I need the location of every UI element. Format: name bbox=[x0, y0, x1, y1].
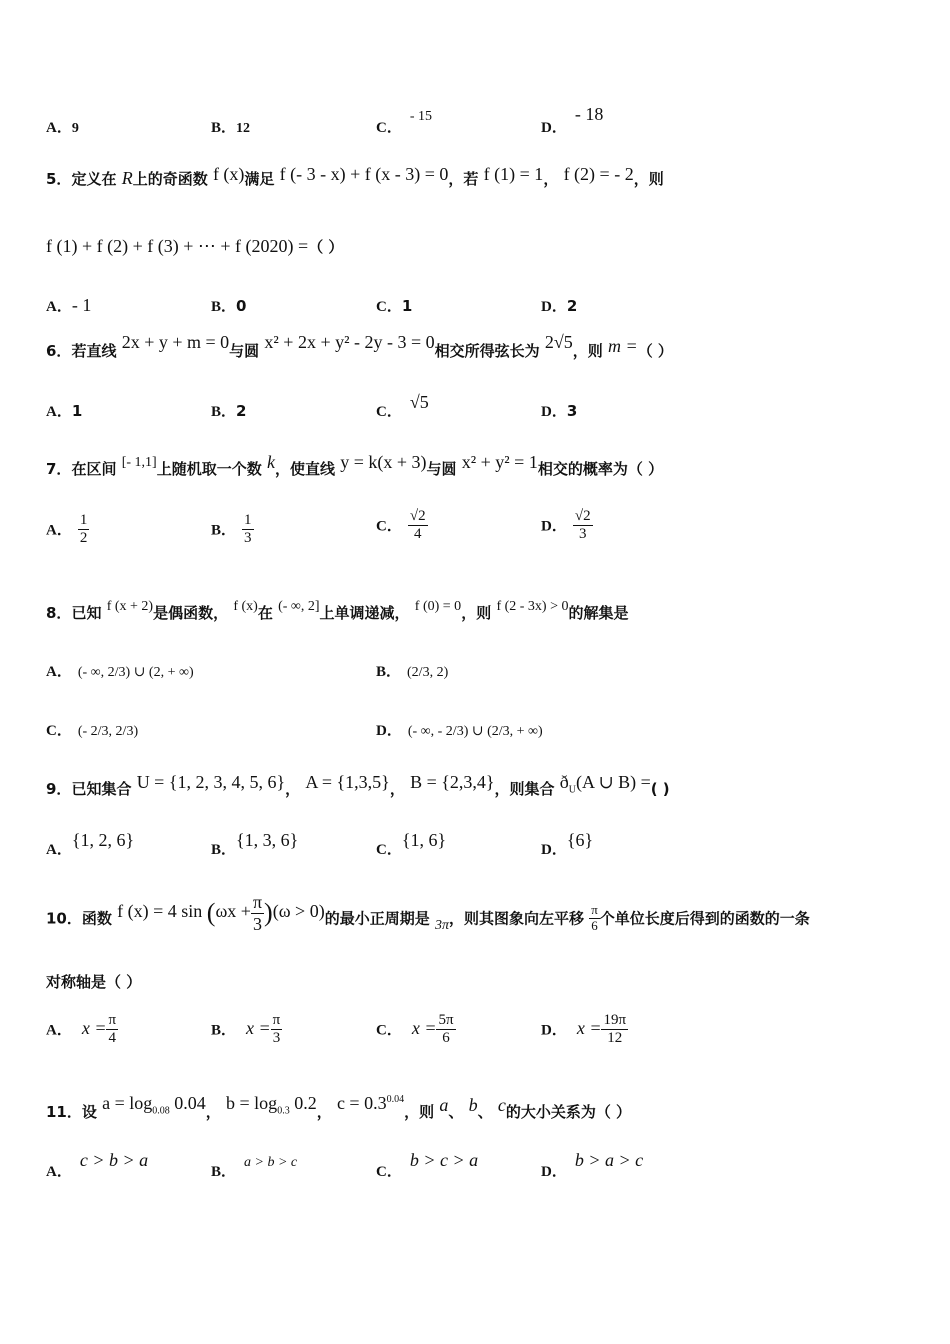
option-a: A．{1, 2, 6} bbox=[46, 830, 135, 858]
question-5: 5．定义在 R上的奇函数 f (x)满足 f (- 3 - x) + f (x - 3) = 0，若 f (1) = 1， f (2) = - 2，则 bbox=[46, 164, 664, 188]
option-d: D．3 bbox=[541, 402, 578, 420]
option-c: C． √5 bbox=[376, 392, 429, 420]
option-b: B．12 bbox=[211, 120, 251, 136]
option-a: A．- 1 bbox=[46, 295, 92, 315]
fraction: $\frac{19\pi}{12}$ bbox=[603, 1012, 627, 1047]
question-5-sum: f (1) + f (2) + f (3) + ⋯ + f (2020) =（ ） bbox=[46, 236, 344, 256]
option-c: C．{1, 6} bbox=[376, 830, 447, 858]
question-6: 6．若直线 2x + y + m = 0与圆 x² + 2x + y² - 2y - 3 = 0相交所得弦长为 2√5，则 m =（ ） bbox=[46, 332, 673, 360]
option-b: B． x = $\frac{\pi}{3}$ bbox=[211, 1012, 281, 1047]
fraction: $\frac{1}{2}$ bbox=[79, 512, 88, 547]
option-d: D．{6} bbox=[541, 830, 594, 858]
option-c: C．1 bbox=[376, 297, 413, 315]
option-b: B．0 bbox=[211, 297, 247, 315]
option-b: B． (2/3, 2) bbox=[376, 664, 449, 680]
option-b: B． $\frac{1}{3}$ bbox=[211, 512, 252, 547]
question-8: 8．已知 f (x + 2)是偶函数， f (x)在 (- ∞, 2]上单调递减， f (0) = 0，则 f (2 - 3x) > 0的解集是 bbox=[46, 599, 629, 622]
option-c: C．- 15 bbox=[376, 109, 433, 136]
fraction: $\frac{\pi}{3}$ bbox=[272, 1012, 281, 1047]
option-c: C．b > c > a bbox=[376, 1150, 479, 1180]
fraction: $\frac{5\pi}{6}$ bbox=[438, 1012, 454, 1047]
option-a: A．c > b > a bbox=[46, 1150, 149, 1180]
question-7: 7．在区间 [- 1,1]上随机取一个数 k，使直线 y = k(x + 3)与圆 x² + y² = 1相交的概率为（ ） bbox=[46, 452, 664, 478]
fraction: $\frac{\pi}{3}$ bbox=[252, 892, 263, 934]
fraction: $\frac{1}{3}$ bbox=[244, 512, 252, 547]
option-d: D． x = $\frac{19\pi}{12}$ bbox=[541, 1012, 627, 1047]
option-c: C． (- 2/3, 2/3) bbox=[46, 723, 139, 739]
option-a: A． x = $\frac{\pi}{4}$ bbox=[46, 1012, 117, 1047]
option-d: D．b > a > c bbox=[541, 1150, 644, 1180]
fraction: $\frac{√2}{3}$ bbox=[574, 508, 591, 543]
option-c: C． x = $\frac{5\pi}{6}$ bbox=[376, 1012, 454, 1047]
option-c: C． $\frac{√2}{4}$ bbox=[376, 508, 426, 543]
option-d: D．- 18 bbox=[541, 104, 604, 136]
question-9: 9．已知集合 U = {1, 2, 3, 4, 5, 6}， A = {1,3,5}， B = {2,3,4}，则集合 $ð_U(A$ ∪ B) =( ) bbox=[46, 772, 670, 798]
option-d: D． (- ∞, - 2/3) ∪ (2/3, + ∞) bbox=[376, 723, 543, 739]
option-b: B．{1, 3, 6} bbox=[211, 830, 299, 858]
option-d: D．2 bbox=[541, 297, 578, 315]
option-a: A．1 bbox=[46, 402, 83, 420]
option-d: D． $\frac{√2}{3}$ bbox=[541, 508, 591, 543]
option-b: B．a > b > c bbox=[211, 1155, 298, 1180]
option-a: A． (- ∞, 2/3) ∪ (2, + ∞) bbox=[46, 664, 194, 680]
question-10-continued: 对称轴是（ ） bbox=[46, 973, 142, 991]
fraction: $\frac{√2}{4}$ bbox=[409, 508, 426, 543]
question-10: 10．函数 f (x) = 4 sin (ωx + $\frac{\pi}{3}$ )(ω > 0)的最小正周期是 3π，则其图象向左平移 $\frac{\pi}{6}$ 个单位长度后得到的函数的一条 bbox=[46, 892, 810, 934]
fraction: $\frac{\pi}{4}$ bbox=[108, 1012, 117, 1047]
question-11: 11．设 $a = \log_{0.08} 0.04$， $b = \log_{0.3} 0.2$， $c = 0.3^{0.04}$，则 a、 b、 c的大小关系为（ ） bbox=[46, 1093, 632, 1121]
option-a: A． $\frac{1}{2}$ bbox=[46, 512, 88, 547]
fraction: $\frac{\pi}{6}$ bbox=[591, 902, 598, 934]
option-a: A．9 bbox=[46, 120, 79, 136]
option-b: B．2 bbox=[211, 402, 247, 420]
